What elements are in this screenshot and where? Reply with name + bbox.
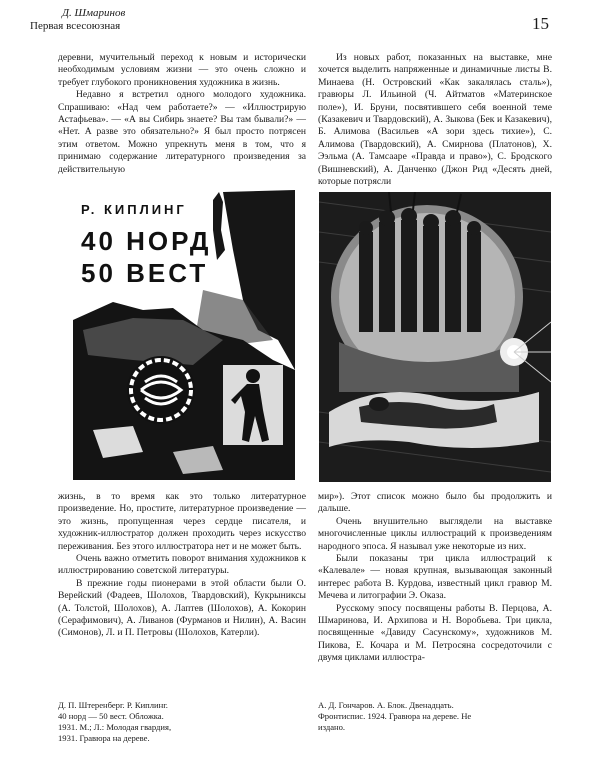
- engraving-image: [319, 192, 551, 482]
- text-column-bottom-right: [318, 491, 552, 665]
- paragraph: Русскому эпосу посвящены работы В. Перцова, А. Шмаринова, И. Архипова и Н. Воробьева. Три цикла, посвященные «Давиду Сасунскому», художников М. Пикова, Е. Кочара и М. Петросяна сосредоточили с двумя циклами иллюстра-: [318, 602, 552, 664]
- cover-author-text: Р. КИПЛИНГ: [81, 202, 187, 217]
- paragraph: жизнь, в то время как это только литературное произведение. Но, простите, литературное произведение — это жизнь, пропущенная через сердце писателя, и художник-иллюстратор должен проходить через искусство переживания. Без этого иллюстратора нет и не может быть.: [58, 491, 306, 552]
- figure-caption-left: [58, 700, 298, 744]
- text-column-bottom-left: [58, 491, 306, 640]
- paragraph: Из новых работ, показанных на выставке, мне хочется выделить напряженные и динамичные листы В. Минаева (Н. Островский «Как закалялась сталь»), гравюры Л. Ильиной (Ч. Айтматов «Материнское поле»), И. Бруни, посвятившего себя военной теме (Казакевич и Твардовский), А. Зыкова (Бек и Казакевич), Б. Алимова (Васильев «А зори здесь тихие»), С. Алимова (Твардовский), А. Смирнова (Платонов), Х. Ээльма (А. Тамсааре «Правда и право»), С. Бродского (Вишневский), А. Данченко (Джон Рид «Десять дней, которые потрясли: [318, 52, 552, 188]
- paragraph: Были показаны три цикла иллюстраций к «Калевале» — новая крупная, вызывающая законный интерес работа В. Курдова, известный цикл гравюр М. Мечева и литографии Э. Оказа.: [318, 553, 552, 602]
- caption-line: 40 норд — 50 вест. Обложка.: [58, 711, 164, 721]
- book-cover-illustration: [73, 190, 295, 480]
- paragraph: Очень внушительно выглядели на выставке многочисленные циклы иллюстраций к произведениям народного эпоса. Я называл уже некоторые из них.: [318, 515, 552, 552]
- frontispiece-illustration: [319, 192, 551, 482]
- caption-line: Д. П. Штеренберг. Р. Киплинг.: [58, 700, 168, 710]
- text-column-top-left: [58, 52, 306, 176]
- caption-text: А. Д. Гончаров. А. Блок. Двенадцать. Фронтиспис. 1924. Гравюра на дереве. Не издано.: [318, 700, 472, 732]
- caption-line: 1931. М.; Л.: Молодая гвардия,: [58, 722, 172, 732]
- running-header-author: Д. Шмаринов: [62, 7, 126, 19]
- paragraph: мир»). Этот список можно было бы продолжить и дальше.: [318, 491, 552, 515]
- cover-title-line2: 50 ВЕСТ: [81, 258, 209, 288]
- paragraph: Очень важно отметить поворот внимания художников к иллюстрированию советской литературы.: [58, 553, 306, 577]
- page-number: 15: [532, 14, 549, 33]
- text-column-top-right: [318, 52, 552, 188]
- paragraph: деревни, мучительный переход к новым и исторически необходимым условиям жизни — это очень сложно и требует глубокого проникновения художника в жизнь.: [58, 52, 306, 88]
- running-header-title: Первая всесоюзная: [30, 20, 121, 32]
- paragraph: Недавно я встретил одного молодого художника. Спрашиваю: «Над чем работаете?» — «Иллюстрирую Астафьева». — «А вы Сибирь знаете? Вы там бывали?» — «Нет. А разве это обязательно?» Я был просто потрясен этим ответом. Можно упрекнуть меня в том, что я принимаю содержание литературного произведения за действительную: [58, 89, 306, 175]
- cover-title-line1: 40 НОРД: [81, 226, 212, 256]
- figure-caption-right: [318, 700, 496, 733]
- caption-line: 1931. Гравюра на дереве.: [58, 733, 150, 743]
- woodcut-cover-image: [73, 190, 295, 480]
- paragraph: В прежние годы пионерами в этой области были О. Верейский (Фадеев, Шолохов, Твардовский), Кукрыниксы (А. Толстой, Шолохов), А. Лаптев (Шолохов), А. Кокорин (Серафимович), А. Ливанов (Фурманов и Нилин), А. Васин (Симонов), Л. и П. Петровы (Шолохов, Катерли).: [58, 577, 306, 639]
